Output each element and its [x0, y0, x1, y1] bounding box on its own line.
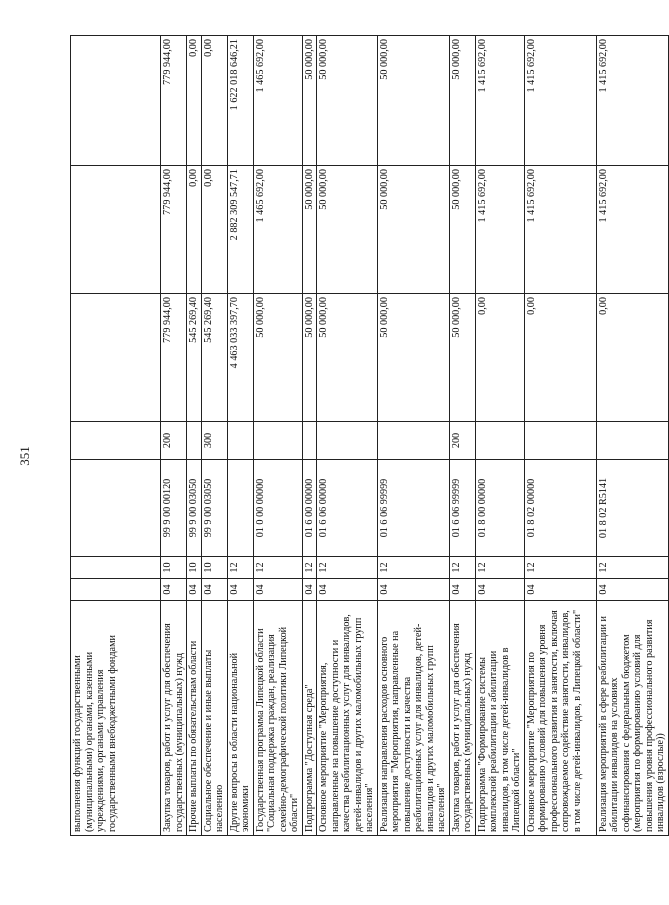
table-row [201, 36, 227, 836]
row-section: 04 [596, 579, 668, 601]
row-amount-2: 1 415 692,00 [524, 166, 596, 294]
row-name: Основное мероприятие "Мероприятия по формированию условий для повышения уровня профессионального развития и занятости, включая сопровождаемое содействие занятости, инвалидов, в том числе детей-инвалидов, в Липецкой области" [524, 601, 596, 836]
row-amount-3: 50 000,00 [449, 36, 475, 166]
row-name: Подпрограмма "Доступная среда" [302, 601, 317, 836]
row-amount-2 [71, 166, 161, 294]
row-amount-1: 0,00 [475, 294, 524, 422]
row-section: 04 [317, 579, 378, 601]
row-amount-1: 545 269,40 [201, 294, 227, 422]
row-target-code: 01 8 02 R5141 [596, 460, 668, 557]
row-target-code: 01 8 02 00000 [524, 460, 596, 557]
row-target-code: 99 9 00 03050 [187, 460, 202, 557]
row-amount-1: 0,00 [524, 294, 596, 422]
row-subsection [71, 557, 161, 579]
row-subsection: 10 [201, 557, 227, 579]
row-amount-3: 1 465 692,00 [253, 36, 302, 166]
row-name: выполнения функций государственными (муниципальными) органами, казенными учреждениями, органами управления государственными внебюджетными фондами [71, 601, 161, 836]
table-row [475, 36, 524, 836]
row-amount-1: 50 000,00 [449, 294, 475, 422]
row-target-code: 01 6 00 00000 [302, 460, 317, 557]
table-row [227, 36, 253, 836]
row-target-code: 01 0 00 00000 [253, 460, 302, 557]
row-section: 04 [227, 579, 253, 601]
row-name: Социальное обеспечение и иные выплаты населению [201, 601, 227, 836]
table-row [317, 36, 378, 836]
row-subsection: 12 [317, 557, 378, 579]
row-amount-3: 779 944,00 [161, 36, 187, 166]
row-amount-3: 1 622 018 646,21 [227, 36, 253, 166]
row-amount-2: 2 882 309 547,71 [227, 166, 253, 294]
row-amount-3: 0,00 [187, 36, 202, 166]
row-expense-type: 200 [161, 422, 187, 460]
row-expense-type [317, 422, 378, 460]
page-number: 351 [17, 446, 32, 466]
row-target-code: 99 9 00 03050 [201, 460, 227, 557]
row-name: Прочие выплаты по обязательствам области [187, 601, 202, 836]
row-amount-3 [71, 36, 161, 166]
table-row [449, 36, 475, 836]
row-section: 04 [377, 579, 449, 601]
row-amount-2: 1 465 692,00 [253, 166, 302, 294]
table-row [377, 36, 449, 836]
row-amount-3: 1 415 692,00 [596, 36, 668, 166]
row-section: 04 [187, 579, 202, 601]
row-amount-3: 1 415 692,00 [524, 36, 596, 166]
row-expense-type [227, 422, 253, 460]
row-amount-2: 50 000,00 [377, 166, 449, 294]
row-amount-3: 0,00 [201, 36, 227, 166]
row-section: 04 [524, 579, 596, 601]
row-amount-1: 50 000,00 [317, 294, 378, 422]
budget-table-body [71, 36, 669, 836]
row-amount-1: 545 269,40 [187, 294, 202, 422]
row-amount-1: 779 944,00 [161, 294, 187, 422]
table-row [596, 36, 668, 836]
row-amount-2: 1 415 692,00 [475, 166, 524, 294]
row-section [71, 579, 161, 601]
row-section: 04 [449, 579, 475, 601]
row-amount-1 [71, 294, 161, 422]
row-expense-type [596, 422, 668, 460]
rotated-page [70, 36, 666, 836]
row-subsection: 12 [524, 557, 596, 579]
table-row [71, 36, 161, 836]
row-amount-2: 50 000,00 [317, 166, 378, 294]
row-amount-1: 50 000,00 [253, 294, 302, 422]
row-expense-type [187, 422, 202, 460]
row-target-code: 01 6 06 99999 [449, 460, 475, 557]
row-subsection: 12 [475, 557, 524, 579]
row-expense-type [377, 422, 449, 460]
row-amount-1: 50 000,00 [377, 294, 449, 422]
row-subsection: 12 [377, 557, 449, 579]
row-subsection: 10 [187, 557, 202, 579]
row-name: Другие вопросы в области национальной экономики [227, 601, 253, 836]
row-amount-3: 50 000,00 [302, 36, 317, 166]
row-target-code [71, 460, 161, 557]
row-amount-2: 50 000,00 [302, 166, 317, 294]
row-expense-type [524, 422, 596, 460]
row-name: Закупка товаров, работ и услуг для обеспечения государственных (муниципальных) нужд [161, 601, 187, 836]
row-expense-type [253, 422, 302, 460]
row-amount-2: 0,00 [201, 166, 227, 294]
row-target-code: 01 6 06 00000 [317, 460, 378, 557]
row-amount-2: 0,00 [187, 166, 202, 294]
budget-table [70, 35, 669, 836]
table-row [187, 36, 202, 836]
row-expense-type: 200 [449, 422, 475, 460]
row-amount-2: 1 415 692,00 [596, 166, 668, 294]
row-subsection: 12 [253, 557, 302, 579]
row-subsection: 12 [227, 557, 253, 579]
row-expense-type [71, 422, 161, 460]
row-amount-2: 779 944,00 [161, 166, 187, 294]
row-amount-1: 4 463 033 397,70 [227, 294, 253, 422]
row-subsection: 12 [302, 557, 317, 579]
row-expense-type: 300 [201, 422, 227, 460]
row-target-code: 01 6 06 99999 [377, 460, 449, 557]
row-section: 04 [253, 579, 302, 601]
row-section: 04 [161, 579, 187, 601]
table-row [161, 36, 187, 836]
row-target-code: 01 8 00 00000 [475, 460, 524, 557]
row-amount-3: 50 000,00 [377, 36, 449, 166]
row-name: Государственная программа Липецкой области "Социальная поддержка граждан, реализация семейно-демографической политики Липецкой области" [253, 601, 302, 836]
row-subsection: 12 [596, 557, 668, 579]
row-expense-type [302, 422, 317, 460]
row-amount-3: 50 000,00 [317, 36, 378, 166]
table-row [302, 36, 317, 836]
row-amount-3: 1 415 692,00 [475, 36, 524, 166]
row-name: Основное мероприятие "Мероприятия, направленные на повышение доступности и качества реабилитационных услуг для инвалидов, детей-инвалидов и других маломобильных групп населения" [317, 601, 378, 836]
row-amount-2: 50 000,00 [449, 166, 475, 294]
table-row [253, 36, 302, 836]
row-section: 04 [201, 579, 227, 601]
row-target-code [227, 460, 253, 557]
row-amount-1: 50 000,00 [302, 294, 317, 422]
table-row [524, 36, 596, 836]
row-amount-1: 0,00 [596, 294, 668, 422]
row-name: Подпрограмма "Формирование системы комплексной реабилитации и абилитации инвалидов, в том числе детей-инвалидов в Липецкой области" [475, 601, 524, 836]
row-name: Реализация направления расходов основного мероприятия "Мероприятия, направленные на повышение доступности и качества реабилитационных услуг для инвалидов, детей-инвалидов и других маломобильных групп населения" [377, 601, 449, 836]
row-target-code: 99 9 00 00120 [161, 460, 187, 557]
row-name: Закупка товаров, работ и услуг для обеспечения государственных (муниципальных) нужд [449, 601, 475, 836]
row-name: Реализация мероприятий в сфере реабилитации и абилитации инвалидов на условиях софинансирования с федеральным бюджетом (мероприятия по формированию условий для повышения уровня профессионального развития инвалидов (взрослые)) [596, 601, 668, 836]
row-section: 04 [302, 579, 317, 601]
row-expense-type [475, 422, 524, 460]
row-section: 04 [475, 579, 524, 601]
row-subsection: 10 [161, 557, 187, 579]
row-subsection: 12 [449, 557, 475, 579]
